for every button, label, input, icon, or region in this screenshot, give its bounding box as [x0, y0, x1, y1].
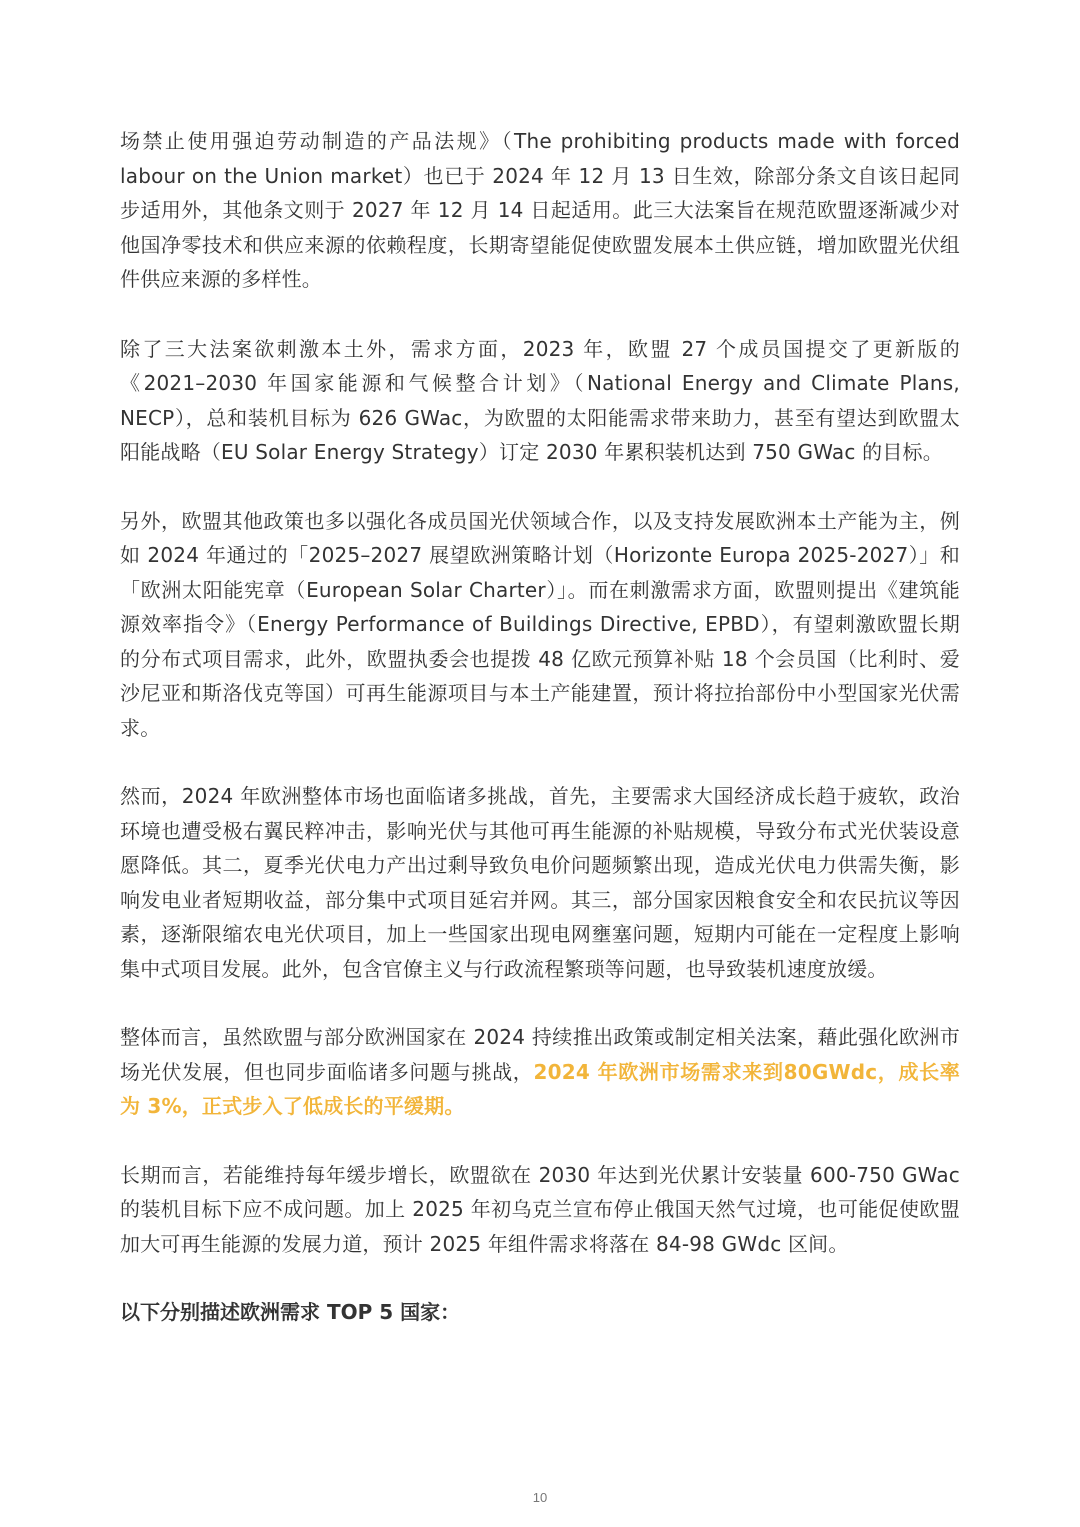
page-number: 10 [532, 1490, 548, 1505]
paragraph-challenges-2024: 然而，2024 年欧洲整体市场也面临诸多挑战，首先，主要需求大国经济成长趋于疲软，政治环境也遭受极右翼民粹冲击，影响光伏与其他可再生能源的补贴规模，导致分布式光伏装设意愿降低。其二，夏季光伏电力产出过剩导致负电价问题频繁出现，造成光伏电力供需失衡，影响发电业者短期收益，部分集中式项目延宕并网。其三，部分国家因粮食安全和农民抗议等因素，逐渐限缩农电光伏项目，加上一些国家出现电网壅塞问题，短期内可能在一定程度上影响集中式项目发展。此外，包含官僚主义与行政流程繁琐等问题，也导致装机速度放缓。 [120, 784, 960, 981]
paragraph-forced-labour-regulation: 场禁止使用强迫劳动制造的产品法规》（The prohibiting products made with forced labour on the Union market）也已于 2024 年 12 月 13 日生效，除部分条文自该日起同步适用外，其他条文则于 2027 年 12 月 14 日起适用。此三大法案旨在规范欧盟逐渐减少对他国净零技术和供应来源的依赖程度，长期寄望能促使欧盟发展本土供应链，增加欧盟光伏组件供应来源的多样性。 [120, 129, 960, 291]
paragraph-long-term-outlook: 长期而言，若能维持每年缓步增长，欧盟欲在 2030 年达到光伏累计安装量 600-750 GWac 的装机目标下应不成问题。加上 2025 年初乌克兰宣布停止俄国天然气过境，也可能促使欧盟加大可再生能源的发展力道，预计 2025 年组件需求将落在 84-98 GWdc 区间。 [120, 1162, 960, 1256]
section-lead-top5: 以下分别描述欧洲需求 TOP 5 国家： [120, 1300, 461, 1324]
highlighted-demand-figure: 2024 年欧洲市场需求来到80GWdc，成长率为 3%，正式步入了低成长的平缓期。 [120, 1059, 960, 1118]
paragraph-necp-demand: 除了三大法案欲刺激本土外，需求方面，2023 年，欧盟 27 个成员国提交了更新版的《2021–2030 年国家能源和气候整合计划》（National Energy and Climate Plans, NECP），总和装机目标为 626 GWac，为欧盟的太阳能需求带来助力，甚至有望达到欧盟太阳能战略（EU Solar Energy Strategy）订定 2030 年累积装机达到 750 GWac 的目标。 [120, 336, 960, 464]
summary-text: 整体而言，虽然欧盟与部分欧洲国家在 2024 持续推出政策或制定相关法案，藉此强化欧洲市场光伏发展，但也同步面临诸多问题与挑战， [120, 1025, 960, 1084]
document-page [120, 124, 960, 1330]
paragraph-overall-summary [120, 1020, 960, 1124]
paragraph-other-policies: 另外，欧盟其他政策也多以强化各成员国光伏领域合作，以及支持发展欧洲本土产能为主，例如 2024 年通过的「2025–2027 展望欧洲策略计划（Horizonte Europa 2025-2027）」和「欧洲太阳能宪章（European Solar Charter）」。而在刺激需求方面，欧盟则提出《建筑能源效率指令》（Energy Performance of Buildings Directive, EPBD），有望刺激欧盟长期的分布式项目需求，此外，欧盟执委会也提拨 48 亿欧元预算补贴 18 个会员国（比利时、爱沙尼亚和斯洛伐克等国）可再生能源项目与本土产能建置，预计将拉抬部份中小型国家光伏需求。 [120, 508, 960, 740]
